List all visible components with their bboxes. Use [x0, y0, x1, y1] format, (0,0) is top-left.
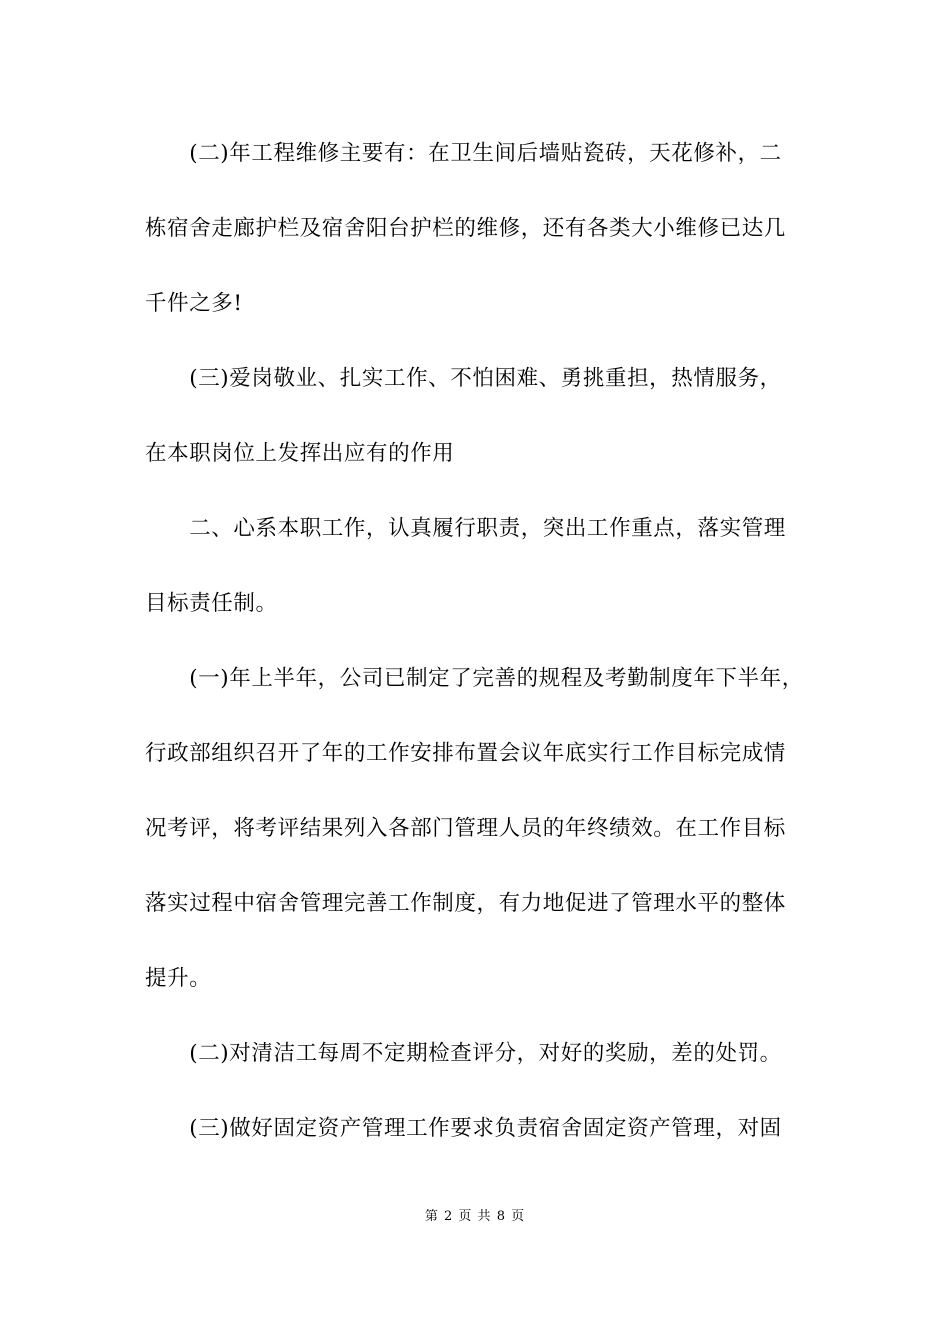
paragraph-line: 况考评，将考评结果列入各部门管理人员的年终绩效。在工作目标	[145, 816, 786, 841]
paragraph-line: 落实过程中宿舍管理完善工作制度，有力地促进了管理水平的整体	[145, 891, 786, 916]
paragraph-line: (一)年上半年，公司已制定了完善的规程及考勤制度年下半年，	[145, 666, 804, 691]
paragraph-line: (三)做好固定资产管理工作要求负责宿舍固定资产管理，对固	[145, 1116, 782, 1141]
paragraph-line: 栋宿舍走廊护栏及宿舍阳台护栏的维修，还有各类大小维修已达几	[145, 216, 786, 241]
paragraph-line: 千件之多!	[145, 291, 243, 316]
page-number-footer: 第 2 页 共 8 页	[424, 1209, 526, 1224]
paragraph-line: 目标责任制。	[145, 591, 278, 616]
paragraph-line: 二、心系本职工作，认真履行职责，突出工作重点，落实管理	[145, 516, 786, 541]
paragraph-line: 行政部组织召开了年的工作安排布置会议年底实行工作目标完成情	[145, 741, 786, 766]
paragraph-line: 在本职岗位上发挥出应有的作用	[145, 441, 455, 466]
paragraph-line: (二)对清洁工每周不定期检查评分，对好的奖励，差的处罚。	[145, 1041, 782, 1066]
paragraph-line: (二)年工程维修主要有：在卫生间后墙贴瓷砖，天花修补，二	[145, 141, 782, 166]
paragraph-line: (三)爱岗敬业、扎实工作、不怕困难、勇挑重担，热情服务，	[145, 366, 782, 391]
paragraph-line: 提升。	[145, 966, 212, 991]
